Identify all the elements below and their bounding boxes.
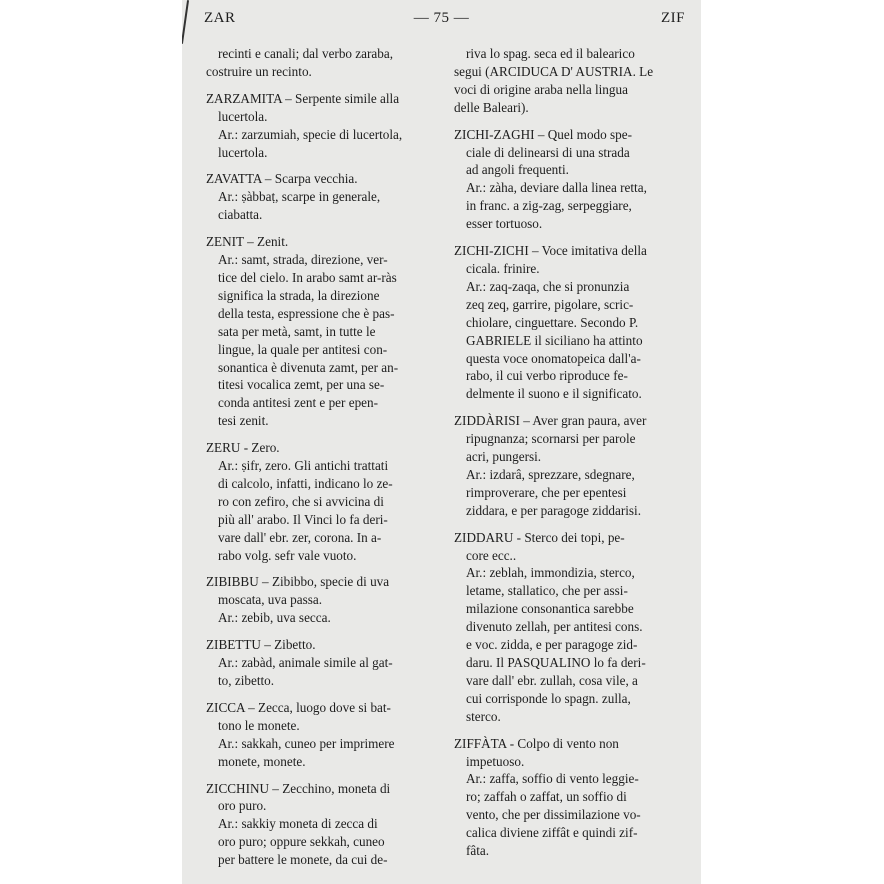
- entry-line: costruire un recinto.: [206, 63, 312, 79]
- dictionary-entry: [206, 233, 438, 430]
- entry-line: sonantica è divenuta zamt, per an-: [218, 359, 399, 375]
- entry-line: ciabatta.: [218, 207, 263, 223]
- dictionary-entry: [206, 699, 438, 771]
- entry-line: Ar.: ṣàbbaṭ, scarpe in generale,: [218, 189, 381, 205]
- entry-line: cicala. frinire.: [466, 260, 540, 276]
- entry-line: ro con zefiro, che si avvicina di: [218, 493, 384, 509]
- entry-line: Ar.: samt, strada, direzione, ver-: [218, 252, 388, 268]
- dictionary-entry: [454, 735, 686, 860]
- entry-line: lucertola.: [218, 108, 268, 124]
- entry-line: riva lo spag. seca ed il balearico: [466, 46, 635, 61]
- entry-line: ZAVATTA – Scarpa vecchia.: [206, 171, 358, 187]
- entry-line: di calcolo, infatti, indicano lo ze-: [218, 475, 393, 491]
- dictionary-entry: [454, 412, 686, 519]
- entry-line: to, zibetto.: [218, 673, 275, 688]
- entry-line: vare dall' ebr. zer, corona. In a-: [218, 529, 382, 545]
- entry-line: sterco.: [466, 708, 501, 724]
- entry-line: Ar.: sakkah, cuneo per imprimere: [218, 735, 395, 751]
- entry-line: lucertola.: [218, 144, 268, 160]
- entry-line: ZENIT – Zenit.: [206, 234, 289, 250]
- page-number: — 75 —: [413, 10, 470, 26]
- entry-line: cui corrisponde lo spagn. zulla,: [466, 690, 631, 706]
- entry-line: recinti e canali; dal verbo zaraba,: [218, 46, 393, 61]
- entry-line: segui (ARCIDUCA D' AUSTRIA. Le: [454, 63, 654, 79]
- entry-line: ro; zaffah o zaffat, un soffio di: [466, 789, 627, 805]
- entry-line: ZIBETTU – Zibetto.: [206, 637, 316, 653]
- dictionary-entry: [206, 439, 438, 564]
- entry-line: rimproverare, che per epentesi: [466, 484, 627, 500]
- entry-line: conda antitesi zent e per epen-: [218, 395, 379, 411]
- entry-line: fâta.: [466, 843, 490, 859]
- running-head-right: ZIF: [661, 10, 685, 26]
- entry-line: ZICHI-ZICHI – Voce imitativa della: [454, 243, 647, 259]
- entry-line: Ar.: ṣifr, zero. Gli antichi trattati: [218, 458, 389, 474]
- entry-line: milazione consonantica sarebbe: [466, 601, 634, 617]
- entry-line: significa la strada, la direzione: [218, 287, 380, 303]
- entry-line: in franc. a zig-zag, serpeggiare,: [466, 198, 632, 214]
- entry-line: daru. Il PASQUALINO lo fa deri-: [466, 655, 646, 670]
- entry-line: chiolare, cinguettare. Secondo P.: [466, 314, 639, 330]
- dictionary-entry: [454, 45, 686, 117]
- entry-line: GABRIELE il siciliano ha attinto: [466, 332, 643, 348]
- entry-line: ZICHI-ZAGHI – Quel modo spe-: [454, 126, 632, 142]
- entry-line: impetuoso.: [466, 753, 525, 769]
- running-head-left: ZAR: [204, 10, 236, 26]
- entry-line: ZARZAMITA – Serpente simile alla: [206, 90, 400, 106]
- entry-line: ZERU - Zero.: [206, 440, 280, 456]
- book-page: [182, 0, 701, 884]
- entry-line: calica diviene ziffât e quindi zif-: [466, 825, 638, 841]
- entry-line: titesi vocalica zemt, per una se-: [218, 377, 385, 393]
- entry-line: vare dall' ebr. zullah, cosa vile, a: [466, 672, 638, 688]
- entry-line: Ar.: zabàd, animale simile al gat-: [218, 655, 393, 671]
- entry-line: oro puro.: [218, 798, 267, 814]
- entry-line: divenuto zellah, per antitesi cons.: [466, 619, 643, 635]
- entry-line: tono le monete.: [218, 717, 300, 733]
- entry-line: questa voce onomatopeica dall'a-: [466, 350, 641, 366]
- entry-line: Ar.: zebib, uva secca.: [218, 610, 331, 626]
- entry-line: rabo volg. sefr vale vuoto.: [218, 547, 357, 563]
- right-column: [454, 45, 686, 869]
- entry-line: Ar.: zaffa, soffio di vento leggie-: [466, 771, 639, 787]
- entry-line: della testa, espressione che è pas-: [218, 305, 395, 321]
- dictionary-entry: [206, 45, 438, 81]
- dictionary-entry: [454, 529, 686, 726]
- entry-line: voci di origine araba nella lingua: [454, 81, 628, 97]
- left-column: [206, 45, 438, 878]
- entry-line: ciale di delinearsi di una strada: [466, 144, 630, 160]
- entry-line: sata per metà, samt, in tutte le: [218, 323, 376, 339]
- dictionary-entry: [206, 636, 438, 690]
- entry-line: tesi zenit.: [218, 413, 269, 429]
- entry-line: delle Baleari).: [454, 99, 529, 115]
- entry-line: ZICCA – Zecca, luogo dove si bat-: [206, 699, 391, 715]
- dictionary-entry: [206, 573, 438, 627]
- entry-line: esser tortuoso.: [466, 216, 543, 232]
- entry-line: vento, che per dissimilazione vo-: [466, 807, 641, 823]
- entry-line: ZIDDÀRISI – Aver gran paura, aver: [454, 413, 647, 429]
- entry-line: Ar.: sakkiy moneta di zecca di: [218, 816, 378, 832]
- entry-line: oro puro; oppure sekkah, cuneo: [218, 834, 385, 850]
- dictionary-entry: [206, 170, 438, 224]
- entry-line: Ar.: zaq-zaqa, che si pronunzia: [466, 278, 630, 294]
- entry-line: Ar.: zeblah, immondizia, sterco,: [466, 565, 635, 581]
- entry-line: letame, stallatico, che per assi-: [466, 583, 628, 599]
- entry-line: Ar.: izdarâ, sprezzare, sdegnare,: [466, 466, 635, 482]
- dictionary-entry: [206, 90, 438, 162]
- entry-line: moscata, uva passa.: [218, 592, 322, 608]
- entry-line: tice del cielo. In arabo samt ar-ràs: [218, 269, 397, 285]
- entry-line: Ar.: zarzumiah, specie di lucertola,: [218, 126, 403, 142]
- entry-line: per battere le monete, da cui de-: [218, 852, 388, 868]
- entry-line: zeq zeq, garrire, pigolare, scric-: [466, 296, 634, 312]
- entry-line: lingue, la quale per antitesi con-: [218, 341, 388, 357]
- entry-line: Ar.: zàha, deviare dalla linea retta,: [466, 180, 647, 196]
- dictionary-entry: [454, 126, 686, 233]
- entry-line: acri, pungersi.: [466, 449, 542, 465]
- entry-line: core ecc..: [466, 547, 517, 563]
- entry-line: e voc. zidda, e per paragoge zid-: [466, 637, 638, 653]
- entry-line: monete, monete.: [218, 753, 306, 769]
- entry-line: ZIBIBBU – Zibibbo, specie di uva: [206, 574, 390, 590]
- entry-line: ZIFFÀTA - Colpo di vento non: [454, 735, 619, 751]
- entry-line: delmente il suono e il significato.: [466, 386, 642, 402]
- entry-line: ziddara, e per paragoge ziddarisi.: [466, 502, 642, 518]
- entry-line: rabo, il cui verbo riproduce fe-: [466, 368, 628, 384]
- entry-line: più all' arabo. Il Vinci lo fa deri-: [218, 511, 388, 527]
- dictionary-entry: [206, 780, 438, 870]
- entry-line: ZICCHINU – Zecchino, moneta di: [206, 780, 391, 796]
- entry-line: ripugnanza; scornarsi per parole: [466, 431, 636, 447]
- entry-line: ZIDDARU - Sterco dei topi, pe-: [454, 529, 625, 545]
- dictionary-entry: [454, 242, 686, 403]
- entry-line: ad angoli frequenti.: [466, 162, 569, 178]
